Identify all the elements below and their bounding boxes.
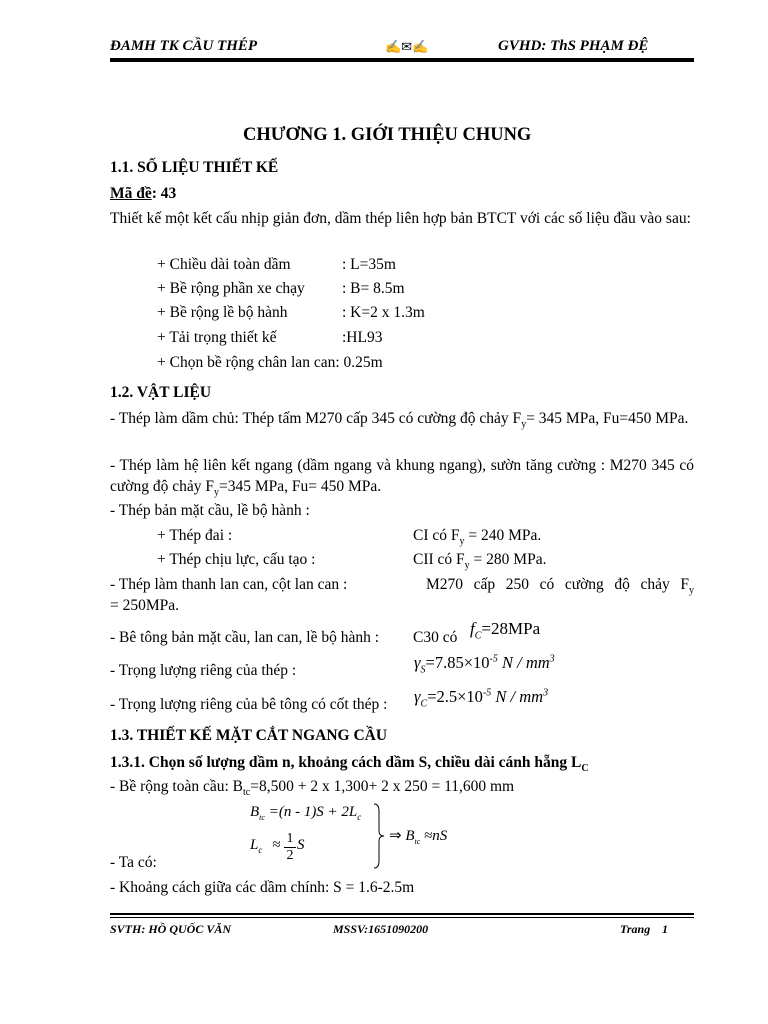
unit: N / mm	[497, 653, 550, 672]
subscript: y	[213, 487, 219, 499]
text: + Thép chịu lực, cấu tạo :	[157, 551, 316, 568]
subscript: c	[357, 812, 362, 822]
design-code	[110, 183, 176, 204]
text: =345 MPa, Fu= 450 MPa.	[218, 478, 382, 495]
cross-frame-steel	[110, 455, 694, 503]
subscript: C	[420, 698, 428, 710]
rail-steel-value	[426, 574, 694, 601]
spec-label: + Bề rộng lề bộ hành	[157, 304, 288, 321]
subscript: y	[689, 585, 694, 597]
formula: =2.5×10	[427, 687, 483, 706]
steel-weight-label: - Trọng lượng riêng của thép :	[110, 662, 297, 679]
denominator: 2	[284, 847, 296, 864]
superscript: -5	[489, 653, 498, 665]
text: M270 cấp 250 có cường độ chảy F	[426, 576, 689, 593]
rail-steel-value-cont: = 250MPa.	[110, 597, 180, 614]
result	[389, 826, 447, 846]
text: - Thép làm hệ liên kết ngang (dầm ngang và khung ngang), sườn tăng cường : M270 345 có cường độ chảy F	[110, 457, 694, 495]
subscript: C	[474, 630, 482, 642]
spec-label: + Bề rộng phần xe chạy	[157, 280, 305, 297]
footer-rule	[110, 913, 694, 915]
brace-icon	[372, 803, 386, 869]
spec-item	[157, 278, 405, 299]
superscript: 3	[549, 653, 555, 665]
chapter-title: CHƯƠNG 1. GIỚI THIỆU CHUNG	[243, 125, 532, 145]
footer-page-label: Trang	[620, 922, 651, 936]
stirrup-steel	[157, 525, 542, 548]
text: 1.3.1. Chọn số lượng dầm n, khoảng cách dầm S, chiều dài cánh hẵng L	[110, 754, 582, 771]
main-girder-steel	[110, 408, 694, 435]
spec-item	[157, 302, 425, 323]
subscript: tc	[259, 813, 265, 822]
footer-rule-thin	[110, 917, 694, 918]
footer-page-number: 1	[662, 922, 668, 936]
header-rule	[110, 58, 694, 62]
spec-value: : K=2 x 1.3m	[342, 304, 425, 321]
spec-label: + Tải trọng thiết kế	[157, 329, 277, 346]
subscript: C	[581, 763, 589, 775]
formula: =(n - 1)S + 2L	[268, 804, 358, 820]
text: + Thép đai :	[157, 527, 233, 544]
numerator: 1	[286, 831, 294, 846]
footer-student-id: MSSV:1651090200	[333, 922, 429, 936]
concrete-value: C30 có	[413, 629, 458, 646]
subscript: c	[258, 845, 263, 855]
deck-steel: - Thép bản mặt cầu, lề bộ hành :	[110, 502, 310, 519]
symbol: B	[250, 804, 260, 820]
steel-weight-formula: $\gamma_S=7.85\times 10^{-5}$ N / $mm^3$	[414, 653, 555, 676]
concrete-label: - Bê tông bản mặt cầu, lan can, lề bộ hành :	[110, 629, 380, 646]
concrete-weight-formula: $\gamma_C=2.5\times 10^{-5}$ N / $mm^3$	[414, 687, 549, 710]
text: CII có F	[413, 551, 465, 568]
symbol: B	[405, 828, 415, 844]
we-have: - Ta có:	[110, 854, 157, 871]
spec-item	[157, 327, 383, 348]
text: = 280 MPa.	[469, 551, 547, 568]
section-heading-1-3: 1.3. THIẾT KẾ MẶT CẮT NGANG CẦU	[110, 727, 388, 744]
text: = 240 MPa.	[464, 527, 542, 544]
approx: ≈	[272, 837, 281, 853]
rail-steel: - Thép làm thanh lan can, cột lan can :	[110, 576, 348, 593]
section-heading-1-2: 1.2. VẬT LIỆU	[110, 384, 212, 401]
subscript: tc	[414, 837, 421, 846]
design-code-label: Mã đề	[110, 185, 152, 202]
text: - Bề rộng toàn cầu: B	[110, 778, 244, 795]
header-right: GVHD: ThS PHẠM ĐỆ	[498, 38, 649, 54]
fraction	[284, 831, 296, 864]
total-width	[110, 776, 514, 803]
equation-2-s: S	[297, 837, 305, 853]
footer-student: SVTH: HỒ QUỐC VĂN	[110, 922, 232, 936]
superscript: -5	[482, 687, 492, 699]
text: =8,500 + 2 x 1,300+ 2 x 250 = 11,600 mm	[250, 778, 515, 795]
main-bar-steel	[157, 549, 547, 572]
superscript: 3	[543, 687, 549, 699]
spec-label: + Chiều dài toàn dầm	[157, 256, 291, 273]
equation-1	[250, 804, 361, 822]
section-heading-1-1: 1.1. SỐ LIỆU THIẾT KẾ	[110, 159, 279, 176]
header-left: ĐAMH TK CẦU THÉP	[110, 38, 258, 54]
spec-item	[157, 254, 396, 275]
subscript: y	[459, 536, 465, 548]
main-bar-value	[413, 549, 546, 576]
subscript: y	[464, 560, 470, 572]
spec-value: : B= 8.5m	[342, 280, 405, 297]
subscript: y	[521, 419, 527, 431]
subscript: S	[420, 664, 426, 676]
implies-icon: ⇒	[389, 828, 402, 844]
unit: N / mm	[491, 687, 544, 706]
concrete-weight-label: - Trọng lượng riêng của bê tông có cốt thép :	[110, 696, 388, 713]
formula: ≈nS	[424, 828, 448, 844]
text: CI có F	[413, 527, 460, 544]
text: - Thép làm dầm chủ: Thép tấm M270 cấp 345 có cường độ chảy F	[110, 410, 522, 427]
equation-2	[250, 837, 280, 855]
symbol: L	[250, 837, 259, 853]
railing-width: + Chọn bề rộng chân lan can: 0.25m	[157, 354, 383, 371]
text: = 345 MPa, Fu=450 MPa.	[526, 410, 689, 427]
header-ornament-icon: ✍✉✍	[385, 39, 429, 54]
fc-formula: $f_C=28MPa$	[470, 619, 541, 642]
formula: =7.85×10	[425, 653, 490, 672]
design-code-value: : 43	[151, 185, 177, 202]
girder-spacing: - Khoảng cách giữa các dầm chính: S = 1.6-2.5m	[110, 879, 415, 896]
spec-value: :HL93	[342, 329, 383, 346]
formula: =28MPa	[481, 619, 541, 638]
intro-paragraph: Thiết kế một kết cấu nhịp giản đơn, dầm thép liên hợp bản BTCT với các số liệu đầu vào sau:	[110, 210, 691, 227]
subscript: tc	[243, 787, 251, 799]
spec-value: : L=35m	[342, 256, 396, 273]
